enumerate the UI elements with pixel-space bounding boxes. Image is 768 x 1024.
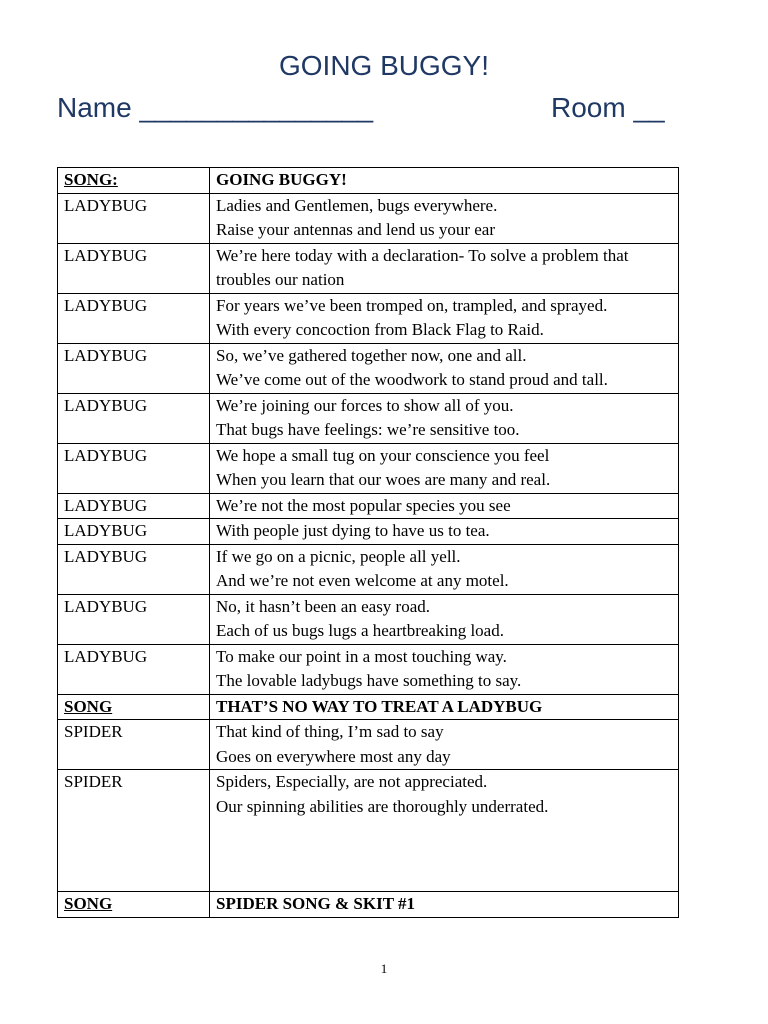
speaker-role: SPIDER (58, 770, 210, 892)
dialogue-row (58, 493, 679, 519)
room-field-label: Room __ (551, 92, 665, 123)
dialogue-row (58, 343, 679, 393)
dialogue-line: When you learn that our woes are many and real. (216, 470, 551, 489)
dialogue-line: For years we’ve been tromped on, trampled, and sprayed. (216, 295, 608, 315)
dialogue-text (210, 293, 679, 343)
speaker-role: LADYBUG (58, 343, 210, 393)
dialogue-text (210, 493, 679, 519)
dialogue-row (58, 594, 679, 644)
song-label: SONG (58, 694, 210, 720)
dialogue-line: GOING BUGGY! (216, 170, 347, 189)
page-number: 1 (380, 961, 388, 976)
speaker-role: LADYBUG (58, 193, 210, 243)
dialogue-row (58, 243, 679, 293)
speaker-role: LADYBUG (58, 594, 210, 644)
dialogue-text (210, 720, 679, 770)
dialogue-text (210, 393, 679, 443)
dialogue-line: So, we’ve gathered together now, one and all. (216, 345, 527, 365)
dialogue-line: SPIDER SONG & SKIT #1 (216, 894, 416, 913)
dialogue-line: No, it hasn’t been an easy road. (216, 596, 431, 616)
song-title (210, 892, 679, 918)
dialogue-line: With people just dying to have us to tea. (216, 521, 490, 540)
dialogue-text (210, 243, 679, 293)
song-title (210, 694, 679, 720)
dialogue-line: We’re not the most popular species you see (216, 495, 511, 515)
song-header-row (58, 694, 679, 720)
dialogue-line: We’re joining our forces to show all of you. (216, 395, 514, 415)
dialogue-text (210, 594, 679, 644)
script-table (57, 167, 679, 918)
dialogue-text (210, 644, 679, 694)
song-label: SONG: (58, 168, 210, 194)
speaker-role: LADYBUG (58, 243, 210, 293)
dialogue-row (58, 193, 679, 243)
dialogue-line: Ladies and Gentlemen, bugs everywhere. (216, 195, 498, 215)
dialogue-text (210, 770, 679, 892)
dialogue-line: If we go on a picnic, people all yell. (216, 546, 461, 566)
dialogue-line: Each of us bugs lugs a heartbreaking load. (216, 621, 504, 640)
dialogue-row (58, 544, 679, 594)
song-title (210, 168, 679, 194)
speaker-role: SPIDER (58, 720, 210, 770)
dialogue-text (210, 343, 679, 393)
dialogue-row (58, 519, 679, 545)
song-header-row (58, 168, 679, 194)
dialogue-text (210, 544, 679, 594)
dialogue-line: That bugs have feelings: we’re sensitive too. (216, 420, 520, 439)
speaker-role: LADYBUG (58, 293, 210, 343)
speaker-role: LADYBUG (58, 644, 210, 694)
speaker-role: LADYBUG (58, 443, 210, 493)
dialogue-line: THAT’S NO WAY TO TREAT A LADYBUG (216, 696, 543, 716)
speaker-role: LADYBUG (58, 544, 210, 594)
song-label: SONG (58, 892, 210, 918)
speaker-role: LADYBUG (58, 519, 210, 545)
dialogue-row (58, 393, 679, 443)
speaker-role: LADYBUG (58, 393, 210, 443)
dialogue-line: We’ve come out of the woodwork to stand proud and tall. (216, 370, 608, 389)
dialogue-line: Raise your antennas and lend us your ear (216, 220, 495, 239)
dialogue-text (210, 193, 679, 243)
dialogue-line: And we’re not even welcome at any motel. (216, 571, 509, 590)
dialogue-line: Our spinning abilities are thoroughly underrated. (216, 796, 549, 816)
dialogue-line: That kind of thing, I’m sad to say (216, 722, 444, 741)
dialogue-row (58, 443, 679, 493)
speaker-role: LADYBUG (58, 493, 210, 519)
dialogue-row (58, 720, 679, 770)
dialogue-line: With every concoction from Black Flag to Raid. (216, 320, 544, 339)
dialogue-line: Spiders, Especially, are not appreciated. (216, 772, 488, 791)
dialogue-row (58, 770, 679, 892)
dialogue-line: We hope a small tug on your conscience you feel (216, 445, 550, 465)
dialogue-row (58, 293, 679, 343)
dialogue-line: Goes on everywhere most any day (216, 746, 451, 766)
dialogue-line: We’re here today with a declaration- To solve a problem that troubles our nation (216, 245, 629, 289)
name-field-label: Name _______________ (57, 92, 374, 123)
dialogue-line: The lovable ladybugs have something to say. (216, 671, 522, 690)
song-header-row (58, 892, 679, 918)
script-table-body (58, 168, 679, 918)
dialogue-text (210, 519, 679, 545)
dialogue-line: To make our point in a most touching way. (216, 646, 507, 666)
dialogue-row (58, 644, 679, 694)
page-title: GOING BUGGY! (278, 50, 490, 81)
dialogue-text (210, 443, 679, 493)
